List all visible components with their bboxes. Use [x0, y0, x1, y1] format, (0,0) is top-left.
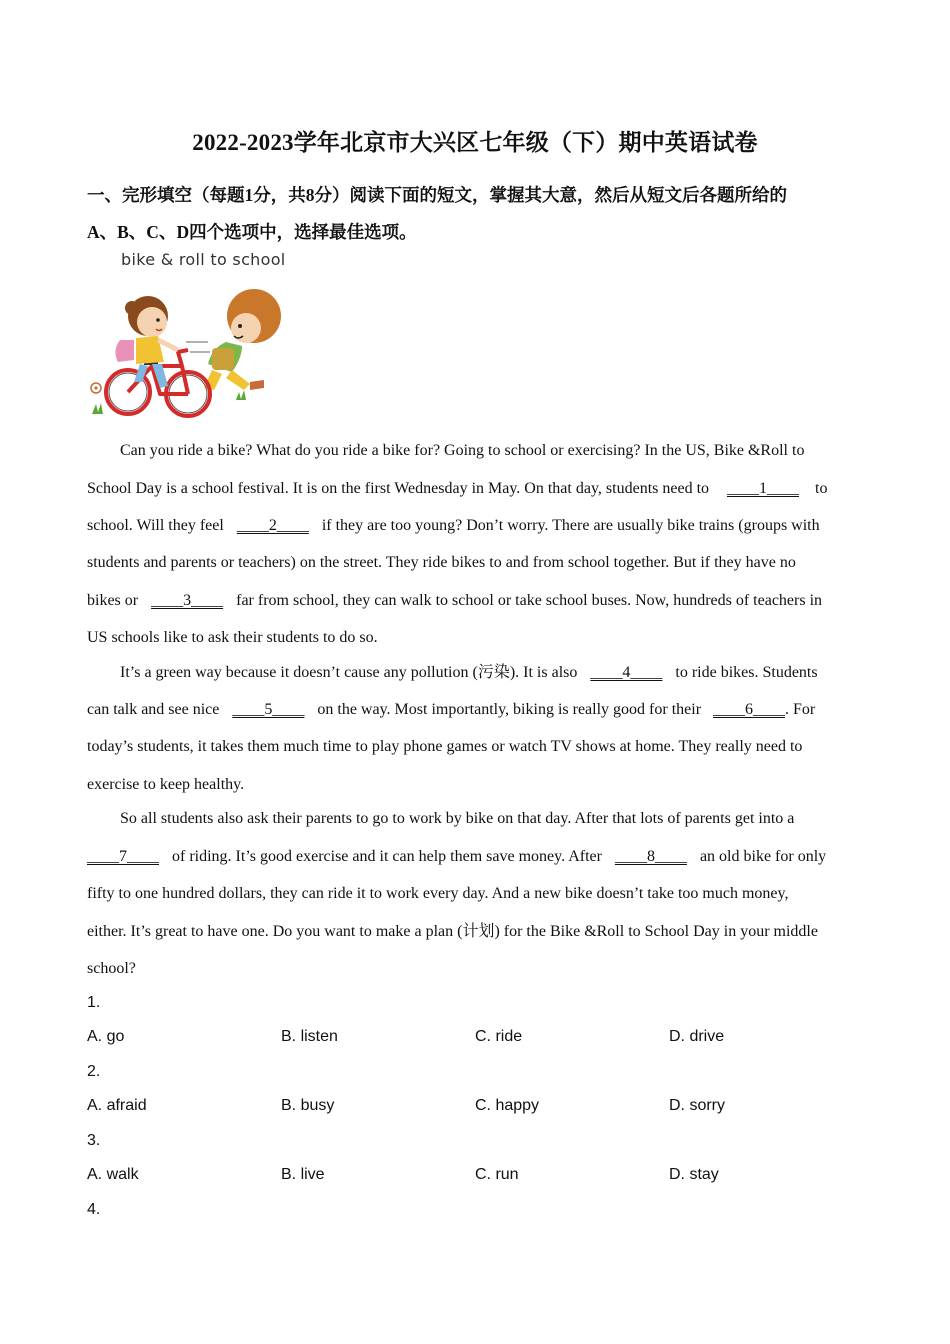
- option-c[interactable]: C. run: [475, 1166, 519, 1183]
- passage-text: to: [815, 480, 828, 497]
- question-number-1: 1.: [87, 994, 101, 1011]
- passage-line: US schools like to ask their students to do so.: [87, 629, 378, 646]
- option-d[interactable]: D. sorry: [669, 1097, 725, 1114]
- passage-line: [87, 700, 867, 720]
- blank-5: ____5____: [232, 701, 305, 718]
- passage-text: far from school, they can walk to school or take school buses. Now, hundreds of teachers in: [236, 592, 823, 609]
- passage-line: So all students also ask their parents to go to work by bike on that day. After that lots of parents get into a: [120, 810, 795, 827]
- passage-line: either. It’s great to have one. Do you want to make a plan (计划) for the Bike &Roll to School Day in your middle: [87, 923, 818, 940]
- passage-line: [87, 847, 867, 867]
- passage-line: school?: [87, 960, 136, 977]
- question-number-4: 4.: [87, 1201, 101, 1218]
- blank-3: ____3____: [151, 592, 224, 609]
- option-a[interactable]: A. afraid: [87, 1097, 147, 1114]
- option-c[interactable]: C. ride: [475, 1028, 523, 1045]
- illustration-caption: bike & roll to school: [121, 250, 286, 269]
- passage-line: exercise to keep healthy.: [87, 776, 245, 793]
- passage-text: can talk and see nice: [87, 701, 220, 718]
- blank-4: ____4____: [590, 664, 663, 681]
- passage-text: if they are too young? Don’t worry. There are usually bike trains (groups with: [321, 517, 820, 534]
- passage-line: [87, 479, 867, 499]
- passage-text: School Day is a school festival. It is on the first Wednesday in May. On that day, students need to: [87, 480, 710, 497]
- blank-8: ____8____: [614, 848, 687, 865]
- option-d[interactable]: D. drive: [669, 1028, 725, 1045]
- passage-text: It’s a green way because it doesn’t cause any pollution (污染). It is also: [120, 664, 578, 681]
- blank-6: ____6____: [713, 701, 786, 718]
- option-b[interactable]: B. busy: [281, 1097, 335, 1114]
- blank-2: ____2____: [236, 517, 309, 534]
- option-d[interactable]: D. stay: [669, 1166, 719, 1183]
- passage-text: . For: [785, 701, 816, 718]
- passage-text: an old bike for only: [699, 848, 827, 865]
- passage-line: [87, 516, 867, 536]
- question-number-3: 3.: [87, 1132, 101, 1149]
- passage-text: of riding. It’s good exercise and it can help them save money. After: [172, 848, 602, 865]
- option-a[interactable]: A. walk: [87, 1166, 139, 1183]
- blank-1: ____1____: [727, 480, 800, 497]
- blank-7: ____7____: [87, 848, 159, 865]
- passage-line: [87, 591, 867, 611]
- question-2-options: [87, 1097, 867, 1119]
- exam-title: 2022-2023学年北京市大兴区七年级（下）期中英语试卷: [192, 130, 758, 155]
- passage-line: fifty to one hundred dollars, they can ride it to work every day. And a new bike doesn’t take too much money,: [87, 885, 789, 902]
- bike-and-roll-illustration: [86, 282, 290, 422]
- passage-line: students and parents or teachers) on the street. They ride bikes to and from school together. But if they have no: [87, 554, 796, 571]
- question-3-options: [87, 1166, 867, 1188]
- passage-line: Can you ride a bike? What do you ride a bike for? Going to school or exercising? In the US, Bike &Roll to: [120, 442, 805, 459]
- section-heading-line-1: 一、完形填空（每题1分，共8分）阅读下面的短文，掌握其大意，然后从短文后各题所给的: [87, 185, 787, 205]
- option-b[interactable]: B. listen: [281, 1028, 338, 1045]
- passage-line: today’s students, it takes them much time to play phone games or watch TV shows at home. They really need to: [87, 738, 803, 755]
- question-number-2: 2.: [87, 1063, 101, 1080]
- question-1-options: [87, 1028, 867, 1050]
- option-b[interactable]: B. live: [281, 1166, 325, 1183]
- option-c[interactable]: C. happy: [475, 1097, 540, 1114]
- passage-text: on the way. Most importantly, biking is really good for their: [317, 701, 702, 718]
- option-a[interactable]: A. go: [87, 1028, 125, 1045]
- section-heading-line-2: A、B、C、D四个选项中，选择最佳选项。: [87, 222, 417, 242]
- passage-line: [120, 663, 900, 683]
- passage-text: to ride bikes. Students: [675, 664, 818, 681]
- passage-text: school. Will they feel: [87, 517, 224, 534]
- passage-text: bikes or: [87, 592, 139, 609]
